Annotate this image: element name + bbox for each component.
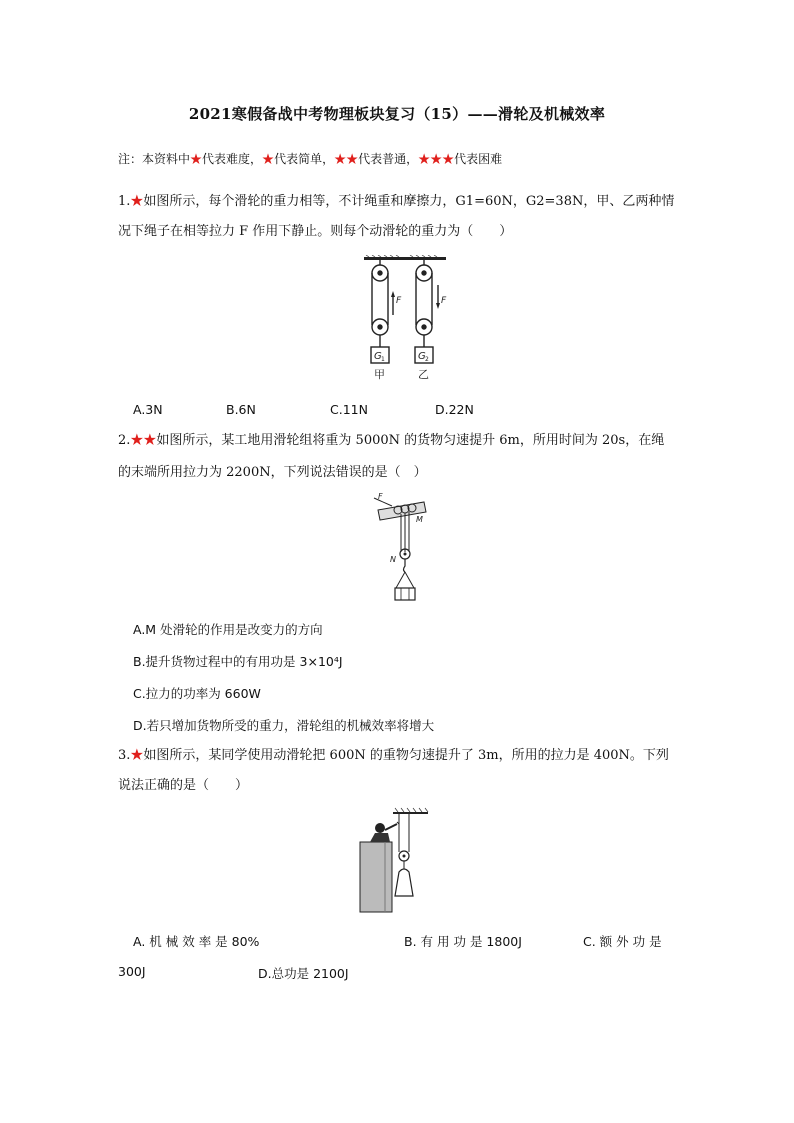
q3-option-b[interactable]: B. 有 用 功 是 1800J: [404, 934, 522, 949]
star-icon: ★: [130, 748, 144, 763]
q2-option-d[interactable]: D.若只增加货物所受的重力，滑轮组的机械效率将增大: [133, 718, 435, 733]
g1-subscript: 1: [381, 356, 385, 363]
q1-option-a[interactable]: A.3N: [133, 402, 163, 417]
person-body: [370, 833, 390, 842]
question-1-line-1: [118, 193, 674, 211]
label-yi: 乙: [418, 368, 429, 380]
q1-option-c[interactable]: C.11N: [330, 402, 368, 417]
pulley-figure-1: [360, 255, 450, 380]
question-number: 1.: [118, 194, 131, 209]
force-label: F: [378, 492, 383, 501]
difficulty-note: [118, 150, 502, 167]
g1-label: G: [374, 351, 382, 362]
cargo-box: [395, 588, 415, 600]
g2-label: G: [418, 351, 426, 362]
force-label: F: [441, 296, 447, 306]
q1-option-b[interactable]: B.6N: [226, 402, 256, 417]
g2-subscript: 2: [425, 356, 429, 363]
q2-option-b[interactable]: B.提升货物过程中的有用功是 3×10⁴J: [133, 654, 343, 669]
q3-option-c-cont: 300J: [118, 964, 146, 979]
question-number: 3.: [118, 748, 131, 763]
platform: [360, 842, 392, 912]
ceiling: [364, 257, 446, 260]
label-jia: 甲: [374, 368, 385, 380]
star-icon: ★★: [334, 152, 359, 166]
arrow-icon: [391, 291, 395, 297]
star-icon: ★: [190, 152, 203, 166]
weight: [395, 869, 413, 896]
note-text: 代表困难: [454, 152, 503, 166]
pulley-figure-3: [355, 800, 440, 915]
star-icon: ★★: [130, 433, 157, 448]
note-prefix: 注：本资料中: [118, 152, 191, 166]
question-text: 如图所示，某同学使用动滑轮把 600N 的重物匀速提升了 3m，所用的拉力是 400N。下列: [143, 748, 669, 763]
q1-option-d[interactable]: D.22N: [435, 402, 474, 417]
note-text: 代表难度，: [202, 152, 263, 166]
question-1-line-2: 况下绳子在相等拉力 F 作用下静止。则每个动滑轮的重力为（ ）: [118, 224, 513, 239]
q3-option-a[interactable]: A. 机 械 效 率 是 80%: [133, 934, 260, 949]
page-title: 2021寒假备战中考物理板块复习（15）——滑轮及机械效率: [188, 105, 606, 123]
hook: [404, 559, 406, 572]
star-icon: ★: [262, 152, 275, 166]
q2-option-c[interactable]: C.拉力的功率为 660W: [133, 686, 261, 701]
question-3-line-2: 说法正确的是（ ）: [118, 778, 249, 793]
star-icon: ★: [130, 194, 144, 209]
note-text: 代表普通，: [358, 152, 419, 166]
note-text: 代表简单，: [274, 152, 335, 166]
m-label: M: [416, 515, 423, 524]
q3-option-d[interactable]: D.总功是 2100J: [258, 966, 349, 981]
pulley-figure-2: [372, 490, 432, 605]
n-label: N: [390, 555, 396, 564]
q3-option-c[interactable]: C. 额 外 功 是: [583, 934, 662, 949]
person-head: [375, 823, 385, 833]
arrow-icon: [436, 303, 440, 309]
star-icon: ★★★: [418, 152, 455, 166]
force-label: F: [396, 296, 402, 306]
question-2-line-2: 的末端所用拉力为 2200N，下列说法错误的是（ ）: [118, 465, 427, 480]
question-3-line-1: [118, 747, 669, 765]
question-text: 如图所示，每个滑轮的重力相等，不计绳重和摩擦力，G1=60N，G2=38N，甲、乙两种情: [143, 194, 675, 209]
q2-option-a[interactable]: A.M 处滑轮的作用是改变力的方向: [133, 622, 323, 637]
question-text: 如图所示，某工地用滑轮组将重为 5000N 的货物匀速提升 6m，所用时间为 20s，在绳: [156, 433, 665, 448]
question-number: 2.: [118, 433, 131, 448]
question-2-line-1: [118, 432, 664, 450]
